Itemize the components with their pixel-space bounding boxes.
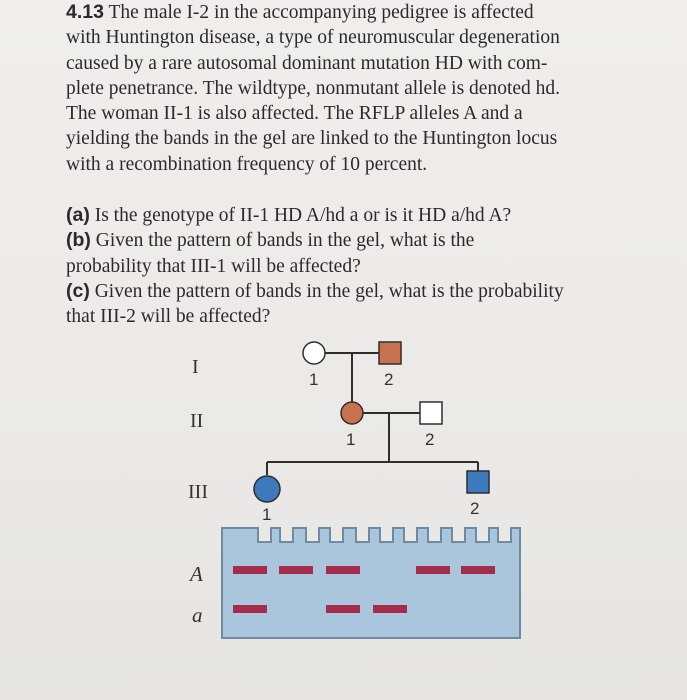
question-a: (a) Is the genotype of II-1 HD A/hd a or is it HD a/hd A? bbox=[66, 204, 512, 226]
problem-line-1: 4.13 The male I-2 in the accompanying pedigree is affected bbox=[66, 1, 534, 23]
generation-label-II: II bbox=[190, 410, 204, 432]
individual-II-1-affected-female bbox=[341, 402, 363, 424]
individual-number-I-1: 1 bbox=[309, 370, 319, 389]
individual-number-III-1: 1 bbox=[262, 505, 272, 524]
question-b-line-1: (b) Given the pattern of bands in the gel, what is the bbox=[66, 229, 475, 252]
gel-slab bbox=[222, 528, 520, 638]
problem-line-3: caused by a rare autosomal dominant mutation HD with com- bbox=[66, 52, 548, 74]
individual-number-II-2: 2 bbox=[425, 430, 435, 449]
gel-band-lane-1-allele-a bbox=[233, 605, 267, 613]
question-c-line-2: that III-2 will be affected? bbox=[66, 306, 271, 328]
gel-band-lane-3-allele-a bbox=[326, 605, 360, 613]
individual-I-2-affected-male bbox=[379, 342, 401, 364]
gel-band-lane-4-allele-a bbox=[373, 605, 407, 613]
gel-band-lane-5-allele-A bbox=[416, 566, 450, 574]
problem-line-7: with a recombination frequency of 10 percent. bbox=[66, 153, 428, 175]
problem-number: 4.13 bbox=[66, 1, 104, 23]
generation-label-III: III bbox=[188, 481, 208, 503]
question-b-line-2: probability that III-1 will be affected? bbox=[66, 255, 361, 277]
gel-band-lane-2-allele-A bbox=[279, 566, 313, 574]
problem-line-5: The woman II-1 is also affected. The RFLP alleles A and a bbox=[66, 103, 523, 125]
gel-band-lane-1-allele-A bbox=[233, 566, 267, 574]
problem-line-6: yielding the bands in the gel are linked to the Huntington locus bbox=[66, 128, 558, 150]
individual-III-2-affected-male bbox=[467, 471, 489, 493]
individual-number-I-2: 2 bbox=[384, 370, 394, 389]
gel-band-lane-6-allele-A bbox=[461, 566, 495, 574]
generation-label-I: I bbox=[192, 356, 199, 378]
individual-number-III-2: 2 bbox=[470, 499, 480, 518]
question-c-line-1: (c) Given the pattern of bands in the gel, what is the probability bbox=[66, 279, 564, 302]
gel-band-lane-3-allele-A bbox=[326, 566, 360, 574]
problem-line-2: with Huntington disease, a type of neuromuscular degeneration bbox=[66, 27, 560, 49]
gel-allele-label-a: a bbox=[192, 603, 203, 627]
gel-allele-label-A: A bbox=[190, 562, 203, 586]
problem-line-4: plete penetrance. The wildtype, nonmutant allele is denoted hd. bbox=[66, 77, 561, 99]
individual-I-1-unaffected-female bbox=[303, 342, 325, 364]
individual-III-1-affected-female bbox=[254, 476, 280, 502]
individual-number-II-1: 1 bbox=[346, 430, 356, 449]
individual-II-2-unaffected-male bbox=[420, 402, 442, 424]
